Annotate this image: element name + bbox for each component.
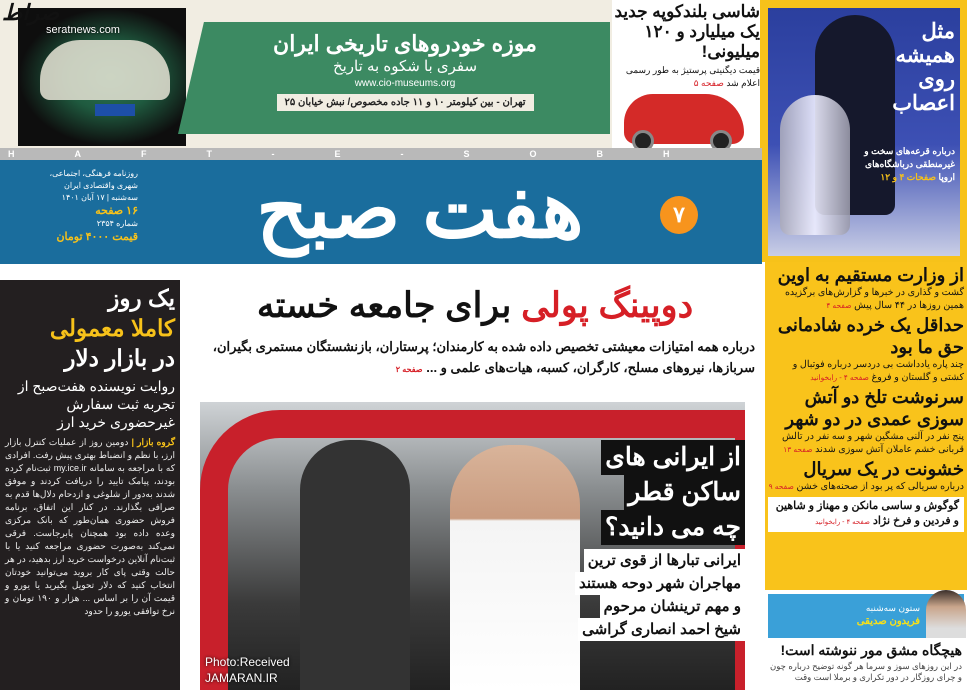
sidebar-summary-text: درباره سریالی که پر بود از صحنه‌های خشن <box>796 481 964 492</box>
car-story-headline: شاسی بلندکوپه جدید یک میلیارد و ۱۲۰ میلیونی! <box>614 2 760 61</box>
sidebar-summary <box>768 430 964 456</box>
ad-title: موزه خودروهای تاریخی ایران <box>273 31 537 56</box>
car-plate <box>95 104 135 116</box>
sidebar-box-main: گوگوش و ساسی مانکن و مهناز و شاهین و فردین و فرخ نژاد <box>775 500 959 527</box>
main-summary-text: درباره همه امتیازات معیشتی تخصیص داده شده به کارمندان؛ پرستاران، بازنشستگان مستمری بگیران، سربازها، نیروهای مسلح، کارگران، کسبه، هیات‌های علمی و ... <box>212 339 755 375</box>
serat-watermark-site: seratnews.com <box>46 24 120 36</box>
sidebar-headline: خشونت در یک سریال <box>803 459 964 479</box>
sidebar-headline: سرنوشت تلخ دو آتش سوزی عمدی در دو شهر <box>785 387 964 429</box>
sidebar-summary-text: گشت و گذاری در خبرها و گزارش‌های برگزیده همین روزها در ۴۴ سال پیش <box>784 287 964 311</box>
qatar-headline-line: ساکن قطر <box>624 475 745 510</box>
sidebar-summary-text: پنج نفر در آلنی مشگین شهر و سه نفر در تالش قربانی خشم عاملان آتش سوزی شدند <box>781 431 964 455</box>
qatar-headline-line: چه می دانید؟ <box>601 510 745 545</box>
logo-seven-badge: ۷ <box>660 196 698 234</box>
columnist-photo <box>926 590 966 638</box>
main-headline-black: برای جامعه خسته <box>256 286 512 325</box>
photo-credit-2: JAMARAN.IR <box>205 671 278 685</box>
qatar-summary-line: شیخ احمد انصاری گراشی <box>578 618 745 641</box>
masthead-strip: HAFT-E-SOBH <box>0 148 762 160</box>
dollar-headline-line-1: یک روز <box>108 285 175 311</box>
column-content <box>770 641 962 683</box>
car-story-summary-text: قیمت دیگنیتی پرستیژ به طور رسمی اعلام شد <box>625 65 760 88</box>
sidebar-page-ref: صفحه ۴ - رابخوانید <box>810 373 869 382</box>
ad-subtitle: سفری با شکوه به تاریخ <box>332 58 478 75</box>
serat-watermark-logo: صراط <box>2 0 60 26</box>
dollar-story-body <box>5 436 175 618</box>
main-headline <box>195 282 755 330</box>
dollar-headline-line-3: در بازار دلار <box>64 345 175 371</box>
sidebar-box-text <box>773 499 959 530</box>
football-story-page-ref: صفحات ۴ و ۱۲ <box>880 172 937 182</box>
sidebar-white-box <box>768 497 964 532</box>
sidebar-summary <box>768 358 964 384</box>
photo-credit-1: Photo:Received <box>205 655 290 669</box>
column-body: در این روزهای سوز و سرما هر گونه توضیح درباره چون و چرای روزگار در دور تکراری و برملا است وقت <box>770 661 962 682</box>
masthead-date: سه‌شنبه | ۱۷ آبان ۱۴۰۱ <box>61 193 138 202</box>
qatar-story <box>520 440 745 641</box>
qatar-summary-line: مهاجران شهر دوحه هستند <box>575 572 745 595</box>
car-story-page-ref: صفحه ۵ <box>693 78 724 88</box>
sidebar-headline: از وزارت مستقیم به اوین <box>777 265 964 285</box>
qatar-summary-line: و مهم ترینشان مرحوم <box>600 595 745 618</box>
main-story <box>195 282 755 380</box>
trophy-image <box>780 95 850 235</box>
column-meta <box>780 602 920 629</box>
masthead-tagline-1: روزنامه فرهنگی، اجتماعی، <box>49 169 138 178</box>
sidebar-summary <box>768 480 964 493</box>
sidebar-summary <box>768 286 964 312</box>
football-story-headline: مثل همیشه روی اعصاب <box>892 20 955 115</box>
qatar-headline-line: از ایرانی های <box>601 440 745 475</box>
dollar-story-text: دومین روز از عملیات کنترل بازار ارز، با نظم و انضباط بهتری پیش رفت. افرادی که با مراجعه به سامانه my.ice.ir ثبت‌نام کرده بودند، پیامک تایید را دریافت کردند و موفق شدند به‌دور از شلوغی و ازدحام دلال‌ها قدم به صرافی بگذارند. در کنار این اتفاق، برنامه فروش حضوری همان‌طور که بانک مرکزی وعده داده بود همچنان پابرجاست. فرقی نمی‌کند به‌صورت حضوری مراجعه کنید یا با ثبت‌نام آنلاین درخواست خرید ارز بدهید، در هر حالت وقتی پای کار بروید می‌توانید خودتان انتخاب کنید که دلار تحویل بگیرید یا یورو و قیمت آن را بر اساس ... هزار و ۱۹۰ تومان و نرخ توافقی یورو را حدود <box>5 437 175 616</box>
sidebar-page-ref: صفحه ۹ <box>768 482 794 491</box>
main-headline-red: دوپینگ پولی <box>521 286 694 325</box>
football-story-summary <box>850 145 955 184</box>
masthead-tagline-2: شهری واقتصادی ایران <box>64 181 138 190</box>
sidebar-page-ref: صفحه ۴ <box>826 301 852 310</box>
qatar-story-headline <box>520 440 745 545</box>
car-story-summary <box>614 64 760 90</box>
dollar-story-byline: گروه بازار | <box>131 437 175 447</box>
red-suv-photo <box>624 94 744 144</box>
main-summary <box>195 336 755 380</box>
dollar-story <box>5 283 175 618</box>
masthead-pages: ۱۶ صفحه <box>95 205 138 217</box>
car-story <box>614 2 760 144</box>
dollar-story-headline <box>5 283 175 373</box>
qatar-summary-line: ایرانی تبارها از قوی ترین <box>584 549 745 572</box>
qatar-story-summary <box>520 549 745 641</box>
ad-text-block <box>205 30 605 111</box>
sidebar-summary-text: چند پاره یادداشت بی دردسر درباره فوتبال و کشتی و گلستان و فروغ <box>792 359 964 383</box>
ad-address: تهران - بین کیلومتر ۱۰ و ۱۱ جاده مخصوص/ نبش خیابان ۲۵ <box>277 94 534 111</box>
masthead-price: قیمت ۴۰۰۰ تومان <box>56 231 138 243</box>
sidebar-page-ref: صفحه ۱۳ <box>783 445 813 454</box>
ad-url: www.cio-museums.org <box>354 78 456 89</box>
vintage-car-body <box>40 40 170 100</box>
dollar-story-subhead: روایت نویسنده هفت‌صبح از تجربه ثبت سفارش غیرحضوری خرید ارز <box>17 378 175 430</box>
sidebar-box-page-ref: صفحه ۴ - رابخوانید <box>815 519 870 526</box>
masthead-info <box>8 168 138 244</box>
dollar-headline-line-2: کاملا معمولی <box>49 315 175 341</box>
column-headline: هیچگاه مشق مور ننوشته است! <box>780 642 962 658</box>
sidebar-headline: حداقل یک خرده شادمانی حق ما بود <box>777 315 964 357</box>
sidebar-stories-list <box>768 264 964 532</box>
column-author: فریدون صدیقی <box>856 616 920 627</box>
football-story-summary-text: درباره قرعه‌های سخت و غیرمنطقی درباشگاه‌های اروپا <box>864 146 955 182</box>
column-label: ستون سه‌شنبه <box>865 603 920 613</box>
masthead-issue: شماره ۲۳۵۴ <box>96 219 138 228</box>
main-page-ref: صفحه ۲ <box>395 365 423 374</box>
jamaran-watermark <box>205 654 290 686</box>
newspaper-logo: هفت صبح <box>256 165 584 254</box>
